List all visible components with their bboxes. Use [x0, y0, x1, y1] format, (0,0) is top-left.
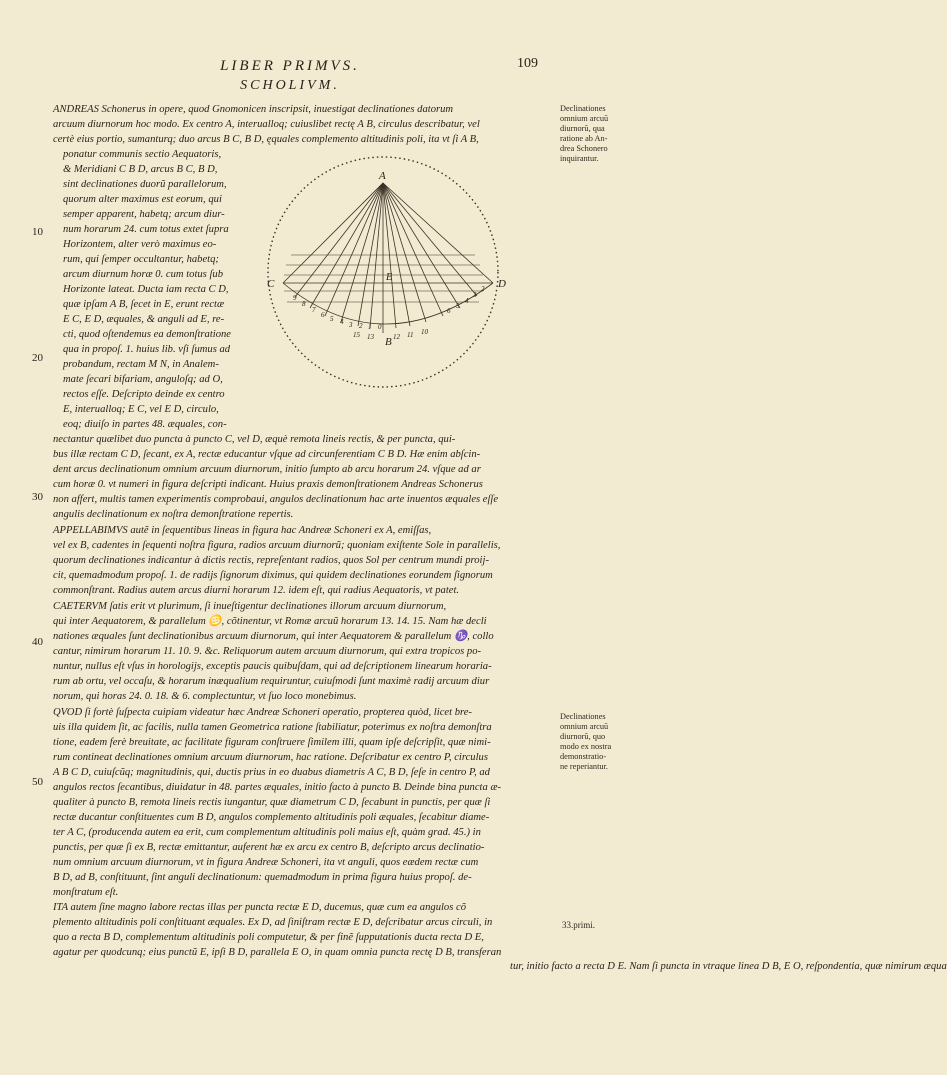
- text-line: cit, quemadmodum propoſ. 1. de radijs ſignorum diximus, qui quidem declinationes eorundem ſignorum: [53, 570, 493, 581]
- arc-number: 6: [321, 311, 325, 319]
- text-line: ITA autem ſine magno labore rectas illas per puncta rectæ E D, ducemus, quæ cum ea angulos cõ: [53, 902, 466, 913]
- text-line: QVOD ſi fortè ſuſpecta cuipiam videatur hæc Andreæ Schoneri operatio, propterea quòd, licet bre-: [53, 707, 472, 718]
- text-line: qui inter Aequatorem, & parallelum ♋, cõtinentur, vt Romæ arcuũ horarum 13. 14. 15. Nam hæ decli: [53, 616, 487, 627]
- arc-number: 6: [447, 307, 451, 315]
- text-line: arcum diurnum horæ 0. cum totus ſub: [63, 269, 223, 280]
- text-line: quorum declinationes indicantur à dictis rectis, repreſentant radios, quos Sol per centrum mundi proij-: [53, 555, 489, 566]
- text-line: arcuum diurnorum hoc modo. Ex centro A, interualloq; cuiuslibet rectę A B, circulus describatur, vel: [53, 119, 480, 130]
- text-line: certè eius portio, sumanturq; duo arcus B C, B D, ęquales complemento altitudinis poli, ita vt ſi A B,: [53, 134, 479, 145]
- text-line: rum contineat declinationes omnium arcuum diurnorum, hac ratione. Deſcribatur ex centro P, circulus: [53, 752, 488, 763]
- bottom-number: 10: [421, 328, 428, 336]
- line-number: 10: [32, 226, 43, 238]
- bottom-number: 11: [407, 331, 414, 339]
- section-title: SCHOLIVM.: [240, 78, 340, 93]
- text-line: non affert, multis tamen experimentis comprobaui, angulos declinationum hac arte inuentos æquales eſſe: [53, 494, 499, 505]
- geometric-diagram: [255, 165, 515, 400]
- text-line: E C, E D, æquales, & anguli ad E, re-: [63, 314, 225, 325]
- catchword: tur, initio facto a recta D E. Nam ſi puncta in vtraque linea D B, E O, reſpondentia, quæ nimirum æqua: [510, 961, 947, 972]
- page-number: 109: [517, 56, 538, 71]
- label-c: C: [267, 278, 275, 290]
- text-line: rum, qui ſemper occultantur, habetq;: [63, 254, 219, 265]
- label-d: D: [498, 278, 506, 290]
- arc-number: 7: [312, 306, 316, 314]
- text-line: vel ex B, cadentes in ſequenti noſtra figura, radios arcuum diurnorũ; quoniam exiſtente Sole in parallelis,: [53, 540, 501, 551]
- text-line: norum, qui horas 24. 0. 18. & 6. complectuntur, vt ſuo loco monebimus.: [53, 691, 357, 702]
- text-line: quæ ipſam A B, ſecet in E, erunt rectæ: [63, 299, 225, 310]
- text-line: monſtratum eſt.: [53, 887, 119, 898]
- text-line: punctis, per quæ ſi ex B, rectæ emittantur, auferent hæ ex arcu ex centro B, deſcripto arcus declinatio-: [53, 842, 485, 853]
- text-line: num omnium arcuum diurnorum, vt in figura Andreæ Schoneri, ita vt anguli, quos eædem rectæ cum: [53, 857, 479, 868]
- text-line: quo a recta B D, complementum altitudinis poli computetur, & per finẽ ſupputationis ducta recta D E,: [53, 932, 484, 943]
- arc-number: 2: [481, 285, 485, 293]
- text-line: nectantur quælibet duo puncta à puncto C, vel D, æquè remota lineis rectis, & per puncta, qui-: [53, 434, 456, 445]
- text-line: ponatur communis sectio Aequatoris,: [63, 149, 222, 160]
- bottom-number: 13: [367, 333, 374, 341]
- arc-number: 4: [465, 297, 469, 305]
- text-line: E, interualloq; E C, vel E D, circulo,: [63, 404, 219, 415]
- text-line: ter A C, (producenda autem ea erit, cum complementum altitudinis poli maius eſt, quàm grad. 45.) in: [53, 827, 481, 838]
- margin-note: 33.primi.: [562, 920, 595, 930]
- text-line: & Meridiani C B D, arcus B C, B D,: [63, 164, 218, 175]
- label-e: E: [386, 272, 393, 283]
- line-number: 40: [32, 636, 43, 648]
- arc-number: 5: [330, 315, 334, 323]
- bottom-number: 12: [393, 333, 400, 341]
- margin-note: Declinationes omnium arcuũ diurnorũ, quo modo ex nostra demonstratio- ne reperiantur.: [560, 712, 612, 771]
- text-line: num horarum 24. cum totus extet ſupra: [63, 224, 229, 235]
- bottom-number: 15: [353, 331, 360, 339]
- line-number: 20: [32, 352, 43, 364]
- text-line: cti, quod oſtendemus ea demonſtratione: [63, 329, 231, 340]
- text-line: Horizonte lateat. Ducta iam recta C D,: [63, 284, 229, 295]
- text-line: agatur per quodcunq; eius punctũ E, ipſi B D, parallela E O, in quam omnia puncta rectę D B, transferan: [53, 947, 502, 958]
- arc-number: 0: [378, 323, 382, 331]
- arc-number: 9: [293, 294, 297, 302]
- arc-number: 3: [349, 321, 353, 329]
- text-line: tione, eadem ferè breuitate, ac facilitate figuram conſtruere ſimilem illi, quam ipſe deſcripſit, quæ nimi-: [53, 737, 491, 748]
- text-line: cantur, nimirum horarum 11. 10. 9. &c. Reliquorum autem arcuum diurnorum, qui extra tropicos po-: [53, 646, 482, 657]
- arc-number: 1: [368, 323, 372, 331]
- text-line: rum ab ortu, vel occaſu, & horarum inæqualium requiruntur, cuiuſmodi ſunt maximè radij arcuum diur: [53, 676, 490, 687]
- text-line: angulis declinationum ex noſtra demonſtratione repertis.: [53, 509, 294, 520]
- arc-number: 5: [456, 302, 460, 310]
- text-line: probandum, rectam M N, in Analem-: [63, 359, 219, 370]
- label-b: B: [385, 336, 392, 348]
- arc-number: 3: [473, 291, 477, 299]
- text-line: semper apparent, habetq; arcum diur-: [63, 209, 225, 220]
- running-title: LIBER PRIMVS.: [220, 58, 360, 74]
- text-line: ANDREAS Schonerus in opere, quod Gnomonicen inscripsit, inuestigat declinationes datorum: [53, 104, 454, 115]
- arc-number: 2: [359, 322, 363, 330]
- text-line: plemento altitudinis poli conſtituant æquales. Ex D, ad ſiniſtram rectæ E D, deſcribatur arcus circuli, in: [53, 917, 493, 928]
- text-line: B D, ad B, conſtituunt, ſint anguli declinationum: quemadmodum in prima figura huius propoſ. de-: [53, 872, 472, 883]
- text-line: rectæ ducantur conſtituentes cum B D, angulos complemento altitudinis poli æquales, ſecabitur diame-: [53, 812, 490, 823]
- arc-number: 4: [340, 318, 344, 326]
- text-line: quorum alter maximus est eorum, qui: [63, 194, 222, 205]
- text-line: rectos eſſe. Deſcripto deinde ex centro: [63, 389, 225, 400]
- arc-cbd: [283, 283, 493, 324]
- text-line: A B C D, cuiuſcũq; magnitudinis, qui, ductis prius in eo duabus diametris A C, B D, ſeſe in centro P, ad: [53, 767, 490, 778]
- text-line: bus illæ rectam C D, ſecant, ex A, rectæ educantur vſque ad circunferentiam C B D. Hæ enim abſcin-: [53, 449, 481, 460]
- text-line: dent arcus declinationum omnium arcuum diurnorum, initio ſumpto ab arcu horarum 24. vſque ad ar: [53, 464, 481, 475]
- text-line: APPELLABIMVS autẽ in ſequentibus lineas in figura hac Andreæ Schoneri ex A, emiſſas,: [53, 525, 432, 536]
- text-line: uis illa quidem ſit, ac facilis, nulla tamen Geometrica ratione ſtabiliatur, poterimus ex noſtra demonſtra: [53, 722, 492, 733]
- text-line: commonſtrant. Radius autem arcus diurni horarum 12. idem eſt, qui radius Aequatoris, vt patet.: [53, 585, 460, 596]
- text-line: cum horæ 0. vt numeri in figura deſcripti indicant. Huius praxis demonſtrationem Andreas Schonerus: [53, 479, 483, 490]
- text-line: mate ſecari bifariam, anguloſq; ad O,: [63, 374, 223, 385]
- line-number: 30: [32, 491, 43, 503]
- text-line: sint declinationes duorũ parallelorum,: [63, 179, 227, 190]
- text-line: eoq; diuiſo in partes 48. æquales, con-: [63, 419, 227, 430]
- text-line: angulos rectos ſecantibus, diuidatur in 48. partes æquales, initio facto à puncto B. Deinde bina puncta æ-: [53, 782, 502, 793]
- text-line: qua in propoſ. 1. huius lib. vſi ſumus ad: [63, 344, 231, 355]
- arc-number: 8: [302, 300, 306, 308]
- connecting-chords: [284, 255, 483, 302]
- text-line: CAETERVM ſatis erit vt plurimum, ſi inueſtigentur declinationes illorum arcuum diurnorum,: [53, 601, 447, 612]
- margin-note: Declinationes omnium arcuũ diurnorũ, qua ratione ab An- drea Schonero inquirantur.: [560, 104, 609, 163]
- text-line: nuntur, nullus eſt vſus in horologijs, exceptis paucis quibuſdam, qui ad deſcriptionem linearum horaria-: [53, 661, 492, 672]
- text-line: qualiter à puncto B, remota lineis rectis iungantur, quæ diametrum C D, ſecabunt in punctis, per quæ ſi: [53, 797, 491, 808]
- text-line: Horizontem, alter verò maximus eo-: [63, 239, 217, 250]
- label-a: A: [379, 170, 386, 182]
- line-number: 50: [32, 776, 43, 788]
- text-line: nationes æquales ſunt declinationibus arcuum diurnorum, qui inter Aequatorem & parallelum ♑, collo: [53, 631, 494, 642]
